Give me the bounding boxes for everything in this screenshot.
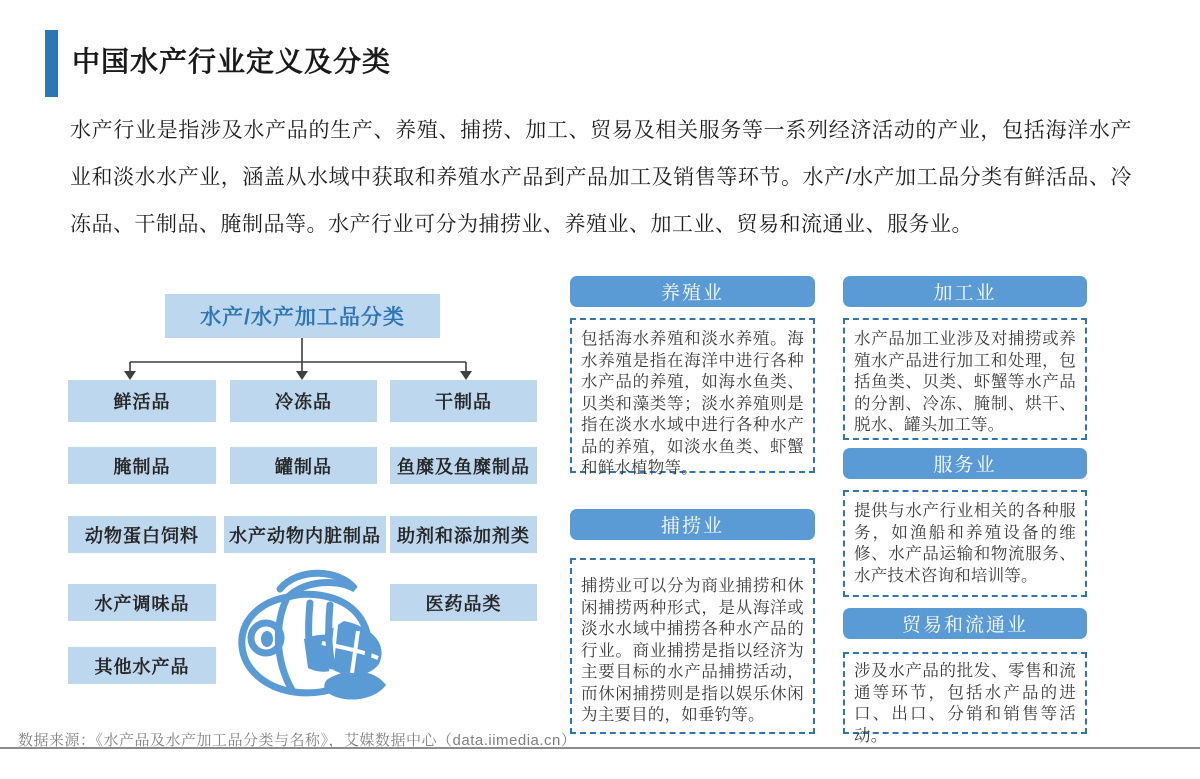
sector-desc-aquaculture: 包括海水养殖和淡水养殖。海水养殖是指在海洋中进行各种水产品的养殖，如海水鱼类、贝类和藻类等；淡水养殖则是指在淡水水域中进行各种水产品的养殖，如淡水鱼类、虾蟹和鲜水植物等。 <box>570 318 815 473</box>
sector-desc-trade: 涉及水产品的批发、零售和流通等环节，包括水产品的进口、出口、分销和销售等活动。 <box>843 652 1087 734</box>
flowchart-cell-pharmaceutical: 医药品类 <box>390 584 537 621</box>
sector-header-processing: 加工业 <box>843 276 1087 307</box>
flowchart-root-box: 水产/水产加工品分类 <box>165 294 440 338</box>
flowchart-cell-seasoning: 水产调味品 <box>68 584 216 621</box>
page-title: 中国水产行业定义及分类 <box>72 46 392 77</box>
flowchart-cell-frozen: 冷冻品 <box>230 380 377 422</box>
flowchart-cell-canned: 罐制品 <box>230 447 377 484</box>
sector-header-trade: 贸易和流通业 <box>843 608 1087 639</box>
intro-paragraph: 水产行业是指涉及水产品的生产、养殖、捕捞、加工、贸易及相关服务等一系列经济活动的产业，包括海洋水产业和淡水水产业，涵盖从水域中获取和养殖水产品到产品加工及销售等环节。水产/水产加工品分类有鲜活品、冷冻品、干制品、腌制品等。水产行业可分为捕捞业、养殖业、加工业、贸易和流通业、服务业。 <box>70 119 1132 236</box>
sector-desc-fishing: 捕捞业可以分为商业捕捞和休闲捕捞两种形式，是从海洋或淡水水域中捕捞各种水产品的行业。商业捕捞是指以经济为主要目标的水产品捕捞活动，而休闲捕捞则是指以娱乐休闲为主要目的，如垂钓等。 <box>570 558 815 734</box>
flowchart-cell-fresh: 鲜活品 <box>68 380 216 422</box>
flowchart-cell-other: 其他水产品 <box>68 647 216 684</box>
sector-desc-processing: 水产品加工业涉及对捕捞或养殖水产品进行加工和处理，包括鱼类、贝类、虾蟹等水产品的分割、冷冻、腌制、烘干、脱水、罐头加工等。 <box>843 318 1087 440</box>
flowchart-cell-viscera-products: 水产动物内脏制品 <box>224 516 386 553</box>
title-accent-bar <box>45 30 58 97</box>
flowchart-cell-pickled: 腌制品 <box>68 447 216 484</box>
fish-icon <box>228 561 394 711</box>
data-source-note: 数据来源：《水产品及水产加工品分类与名称》，艾媒数据中心（data.iimedia.cn） <box>18 732 577 749</box>
flowchart-cell-animal-protein-feed: 动物蛋白饲料 <box>68 516 216 553</box>
sector-header-services: 服务业 <box>843 448 1087 479</box>
sector-desc-services: 提供与水产行业相关的各种服务，如渔船和养殖设备的维修、水产品运输和物流服务、水产技术咨询和培训等。 <box>843 490 1087 597</box>
sector-header-aquaculture: 养殖业 <box>570 276 815 307</box>
sector-header-fishing: 捕捞业 <box>570 509 815 540</box>
flowchart-cell-surimi: 鱼糜及鱼糜制品 <box>390 447 537 484</box>
flowchart-cell-additives: 助剂和添加剂类 <box>390 516 537 553</box>
footer-divider <box>0 747 1200 749</box>
flowchart-connector-arrows <box>60 338 540 382</box>
flowchart-cell-dried: 干制品 <box>390 380 537 422</box>
